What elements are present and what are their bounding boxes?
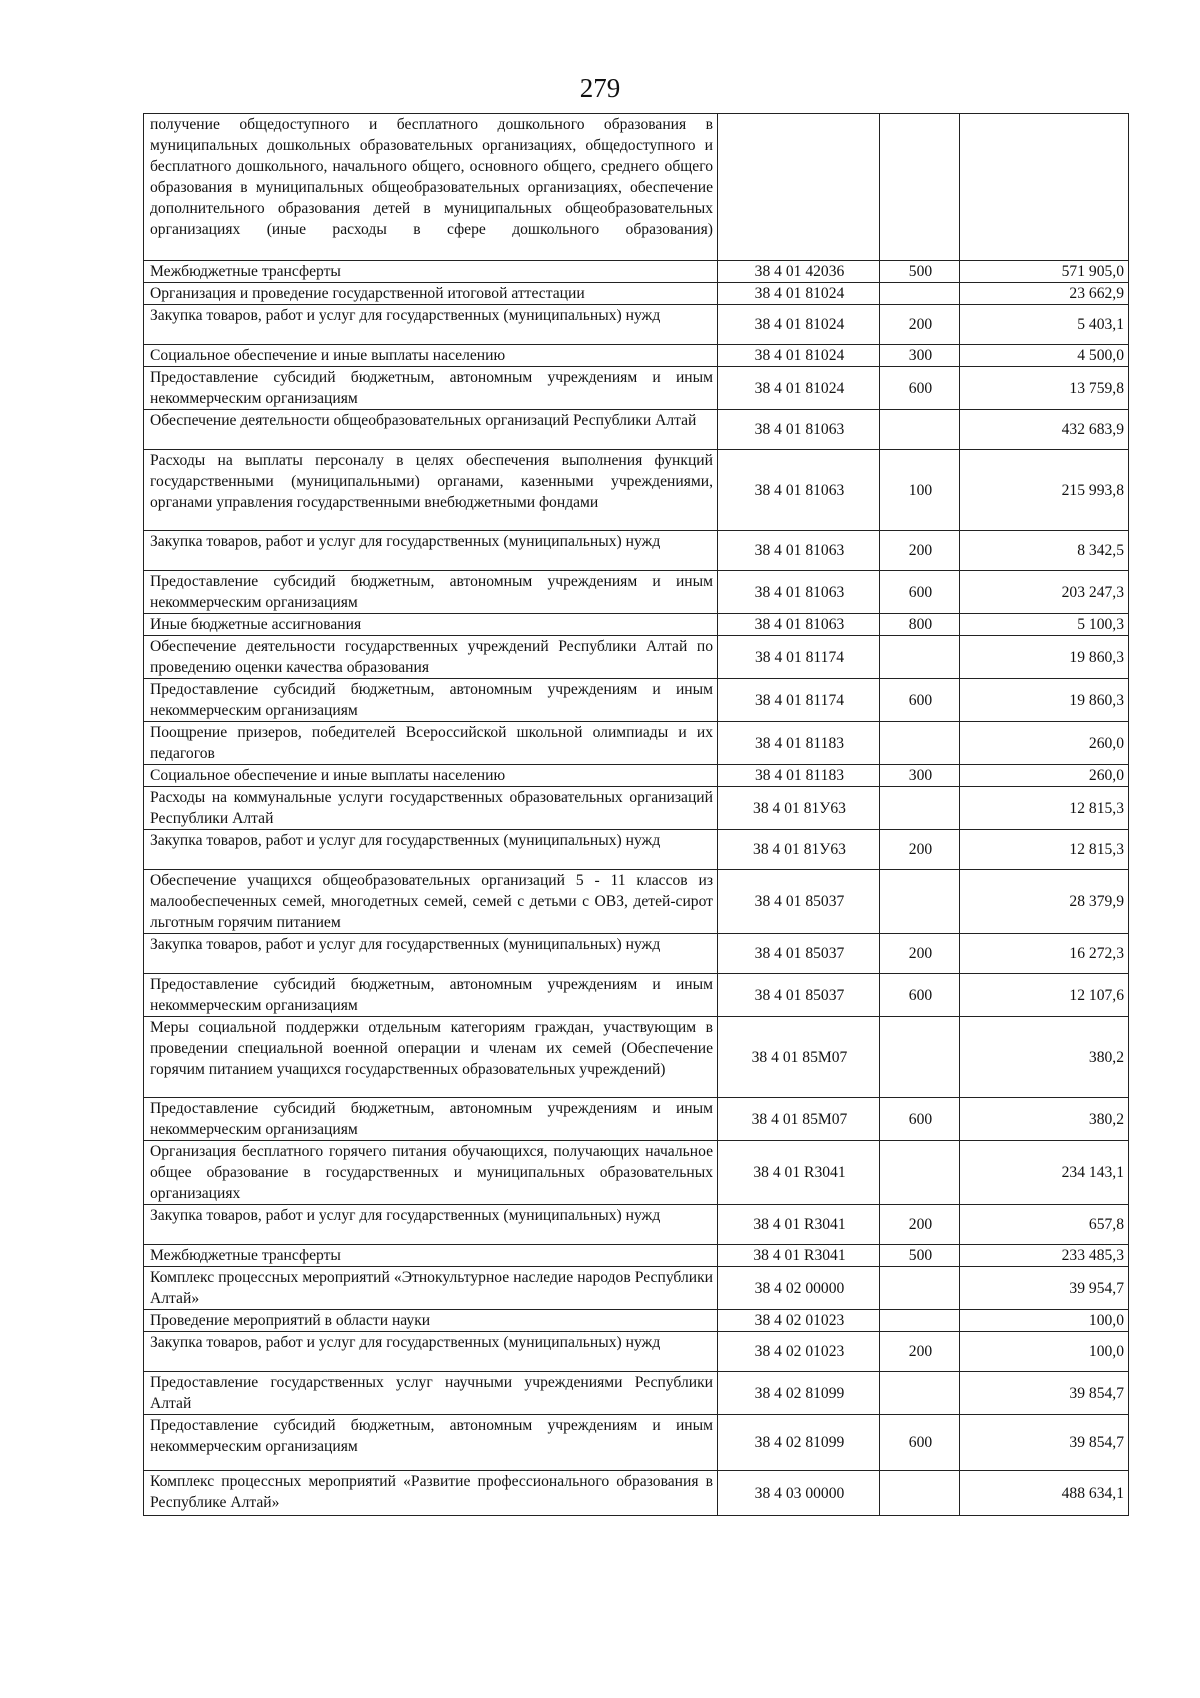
name-cell: Организация и проведение государственной итоговой аттестации — [144, 283, 718, 305]
table-row — [144, 1245, 1129, 1267]
budget-table-body — [144, 114, 1129, 1516]
code-cell: 38 4 01 85М07 — [718, 1017, 880, 1098]
name-cell: Социальное обеспечение и иные выплаты населению — [144, 345, 718, 367]
code-cell: 38 4 01 85037 — [718, 870, 880, 934]
vr-cell — [880, 1017, 960, 1098]
code-cell: 38 4 02 01023 — [718, 1310, 880, 1332]
amount-cell: 260,0 — [960, 722, 1129, 765]
vr-cell: 200 — [880, 1205, 960, 1245]
vr-cell — [880, 870, 960, 934]
name-cell: Предоставление субсидий бюджетным, автономным учреждениям и иным некоммерческим организациям — [144, 367, 718, 410]
table-row — [144, 450, 1129, 531]
amount-cell: 5 403,1 — [960, 305, 1129, 345]
amount-cell: 28 379,9 — [960, 870, 1129, 934]
amount-cell: 488 634,1 — [960, 1471, 1129, 1516]
table-row — [144, 1017, 1129, 1098]
vr-cell: 500 — [880, 261, 960, 283]
name-cell: Социальное обеспечение и иные выплаты населению — [144, 765, 718, 787]
table-row — [144, 571, 1129, 614]
code-cell: 38 4 01 81174 — [718, 636, 880, 679]
name-cell: Закупка товаров, работ и услуг для государственных (муниципальных) нужд — [144, 934, 718, 974]
name-cell: Межбюджетные трансферты — [144, 261, 718, 283]
amount-cell: 39 854,7 — [960, 1415, 1129, 1471]
name-cell: Закупка товаров, работ и услуг для государственных (муниципальных) нужд — [144, 305, 718, 345]
vr-cell: 800 — [880, 614, 960, 636]
page-number: 279 — [579, 73, 621, 103]
intro-code-cell — [718, 114, 880, 261]
code-cell: 38 4 03 00000 — [718, 1471, 880, 1516]
name-cell: Меры социальной поддержки отдельным категориям граждан, участвующим в проведении специальной военной операции и членам их семей (Обеспечение горячим питанием учащихся государственных образовательных учреждений) — [144, 1017, 718, 1098]
code-cell: 38 4 01 R3041 — [718, 1205, 880, 1245]
name-cell: Закупка товаров, работ и услуг для государственных (муниципальных) нужд — [144, 1205, 718, 1245]
table-row — [144, 283, 1129, 305]
code-cell: 38 4 01 81063 — [718, 410, 880, 450]
amount-cell: 4 500,0 — [960, 345, 1129, 367]
table-row — [144, 1332, 1129, 1372]
name-cell: Обеспечение деятельности государственных учреждений Республики Алтай по проведению оценки качества образования — [144, 636, 718, 679]
amount-cell: 100,0 — [960, 1310, 1129, 1332]
name-cell: Обеспечение деятельности общеобразовательных организаций Республики Алтай — [144, 410, 718, 450]
code-cell: 38 4 01 85037 — [718, 934, 880, 974]
vr-cell — [880, 1267, 960, 1310]
vr-cell — [880, 283, 960, 305]
table-row — [144, 531, 1129, 571]
amount-cell: 571 905,0 — [960, 261, 1129, 283]
name-cell: Предоставление субсидий бюджетным, автономным учреждениям и иным некоммерческим организациям — [144, 1415, 718, 1471]
amount-cell: 16 272,3 — [960, 934, 1129, 974]
amount-cell: 100,0 — [960, 1332, 1129, 1372]
name-cell: Межбюджетные трансферты — [144, 1245, 718, 1267]
budget-table — [143, 113, 1129, 1516]
name-cell: Закупка товаров, работ и услуг для государственных (муниципальных) нужд — [144, 531, 718, 571]
table-row — [144, 830, 1129, 870]
table-row — [144, 614, 1129, 636]
name-cell: Поощрение призеров, победителей Всероссийской школьной олимпиады и их педагогов — [144, 722, 718, 765]
amount-cell: 8 342,5 — [960, 531, 1129, 571]
name-cell: Иные бюджетные ассигнования — [144, 614, 718, 636]
name-cell: Проведение мероприятий в области науки — [144, 1310, 718, 1332]
table-row — [144, 261, 1129, 283]
amount-cell: 19 860,3 — [960, 636, 1129, 679]
code-cell: 38 4 01 81183 — [718, 765, 880, 787]
code-cell: 38 4 01 81063 — [718, 531, 880, 571]
name-cell: Предоставление субсидий бюджетным, автономным учреждениям и иным некоммерческим организациям — [144, 571, 718, 614]
amount-cell: 12 815,3 — [960, 830, 1129, 870]
code-cell: 38 4 01 81174 — [718, 679, 880, 722]
code-cell: 38 4 02 01023 — [718, 1332, 880, 1372]
table-row — [144, 870, 1129, 934]
table-row — [144, 722, 1129, 765]
intro-text-cell: получение общедоступного и бесплатного дошкольного образования в муниципальных дошкольных образовательных организациях, общедоступного и бесплатного дошкольного, начального общего, основного общего, среднего общего образования в муниципальных общеобразовательных организациях, обеспечение дополнительного образования детей в муниципальных общеобразовательных организациях (иные расходы в сфере дошкольного образования) — [144, 114, 718, 261]
vr-cell: 200 — [880, 305, 960, 345]
name-cell: Предоставление государственных услуг научными учреждениями Республики Алтай — [144, 1372, 718, 1415]
table-row — [144, 765, 1129, 787]
vr-cell: 600 — [880, 974, 960, 1017]
table-row — [144, 636, 1129, 679]
amount-cell: 233 485,3 — [960, 1245, 1129, 1267]
amount-cell: 260,0 — [960, 765, 1129, 787]
name-cell: Предоставление субсидий бюджетным, автономным учреждениям и иным некоммерческим организациям — [144, 1098, 718, 1141]
amount-cell: 12 815,3 — [960, 787, 1129, 830]
amount-cell: 39 954,7 — [960, 1267, 1129, 1310]
vr-cell — [880, 787, 960, 830]
table-row — [144, 1471, 1129, 1516]
vr-cell — [880, 1372, 960, 1415]
table-row — [144, 1205, 1129, 1245]
table-row — [144, 934, 1129, 974]
vr-cell: 200 — [880, 830, 960, 870]
code-cell: 38 4 02 00000 — [718, 1267, 880, 1310]
table-row — [144, 345, 1129, 367]
table-row — [144, 1267, 1129, 1310]
name-cell: Комплекс процессных мероприятий «Развитие профессионального образования в Республике Алтай» — [144, 1471, 718, 1516]
amount-cell: 23 662,9 — [960, 283, 1129, 305]
code-cell: 38 4 01 81063 — [718, 450, 880, 531]
intro-amount-cell — [960, 114, 1129, 261]
table-row — [144, 1310, 1129, 1332]
vr-cell — [880, 1471, 960, 1516]
code-cell: 38 4 01 81У63 — [718, 787, 880, 830]
code-cell: 38 4 01 81063 — [718, 571, 880, 614]
amount-cell: 234 143,1 — [960, 1141, 1129, 1205]
vr-cell: 200 — [880, 934, 960, 974]
vr-cell: 300 — [880, 765, 960, 787]
code-cell: 38 4 01 R3041 — [718, 1141, 880, 1205]
code-cell: 38 4 01 81024 — [718, 367, 880, 410]
amount-cell: 380,2 — [960, 1098, 1129, 1141]
table-row — [144, 679, 1129, 722]
amount-cell: 203 247,3 — [960, 571, 1129, 614]
code-cell: 38 4 01 85М07 — [718, 1098, 880, 1141]
code-cell: 38 4 01 42036 — [718, 261, 880, 283]
name-cell: Расходы на коммунальные услуги государственных образовательных организаций Республики Алтай — [144, 787, 718, 830]
table-row — [144, 974, 1129, 1017]
code-cell: 38 4 01 81063 — [718, 614, 880, 636]
vr-cell: 600 — [880, 571, 960, 614]
code-cell: 38 4 01 81024 — [718, 305, 880, 345]
vr-cell: 600 — [880, 1098, 960, 1141]
vr-cell: 200 — [880, 1332, 960, 1372]
table-row-intro — [144, 114, 1129, 261]
code-cell: 38 4 01 81024 — [718, 283, 880, 305]
code-cell: 38 4 01 81024 — [718, 345, 880, 367]
vr-cell: 600 — [880, 367, 960, 410]
code-cell: 38 4 01 85037 — [718, 974, 880, 1017]
amount-cell: 12 107,6 — [960, 974, 1129, 1017]
table-row — [144, 1098, 1129, 1141]
name-cell: Расходы на выплаты персоналу в целях обеспечения выполнения функций государственными (муниципальными) органами, казенными учреждениями, органами управления государственными внебюджетными фондами — [144, 450, 718, 531]
vr-cell: 500 — [880, 1245, 960, 1267]
code-cell: 38 4 01 R3041 — [718, 1245, 880, 1267]
table-row — [144, 367, 1129, 410]
code-cell: 38 4 01 81183 — [718, 722, 880, 765]
vr-cell — [880, 1310, 960, 1332]
table-row — [144, 305, 1129, 345]
amount-cell: 13 759,8 — [960, 367, 1129, 410]
name-cell: Предоставление субсидий бюджетным, автономным учреждениям и иным некоммерческим организациям — [144, 974, 718, 1017]
amount-cell: 657,8 — [960, 1205, 1129, 1245]
vr-cell: 600 — [880, 1415, 960, 1471]
table-row — [144, 410, 1129, 450]
amount-cell: 5 100,3 — [960, 614, 1129, 636]
vr-cell — [880, 410, 960, 450]
vr-cell — [880, 636, 960, 679]
code-cell: 38 4 02 81099 — [718, 1372, 880, 1415]
intro-vr-cell — [880, 114, 960, 261]
vr-cell: 600 — [880, 679, 960, 722]
vr-cell — [880, 1141, 960, 1205]
vr-cell: 100 — [880, 450, 960, 531]
code-cell: 38 4 02 81099 — [718, 1415, 880, 1471]
name-cell: Закупка товаров, работ и услуг для государственных (муниципальных) нужд — [144, 830, 718, 870]
table-row — [144, 787, 1129, 830]
table-row — [144, 1415, 1129, 1471]
name-cell: Комплекс процессных мероприятий «Этнокультурное наследие народов Республики Алтай» — [144, 1267, 718, 1310]
name-cell: Обеспечение учащихся общеобразовательных организаций 5 - 11 классов из малообеспеченных семей, многодетных семей, семей с детьми с ОВЗ, детей-сирот льготным горячим питанием — [144, 870, 718, 934]
name-cell: Закупка товаров, работ и услуг для государственных (муниципальных) нужд — [144, 1332, 718, 1372]
name-cell: Организация бесплатного горячего питания обучающихся, получающих начальное общее образование в государственных и муниципальных образовательных организациях — [144, 1141, 718, 1205]
amount-cell: 39 854,7 — [960, 1372, 1129, 1415]
amount-cell: 432 683,9 — [960, 410, 1129, 450]
vr-cell: 300 — [880, 345, 960, 367]
table-row — [144, 1141, 1129, 1205]
amount-cell: 215 993,8 — [960, 450, 1129, 531]
code-cell: 38 4 01 81У63 — [718, 830, 880, 870]
vr-cell: 200 — [880, 531, 960, 571]
amount-cell: 380,2 — [960, 1017, 1129, 1098]
name-cell: Предоставление субсидий бюджетным, автономным учреждениям и иным некоммерческим организациям — [144, 679, 718, 722]
vr-cell — [880, 722, 960, 765]
table-row — [144, 1372, 1129, 1415]
amount-cell: 19 860,3 — [960, 679, 1129, 722]
